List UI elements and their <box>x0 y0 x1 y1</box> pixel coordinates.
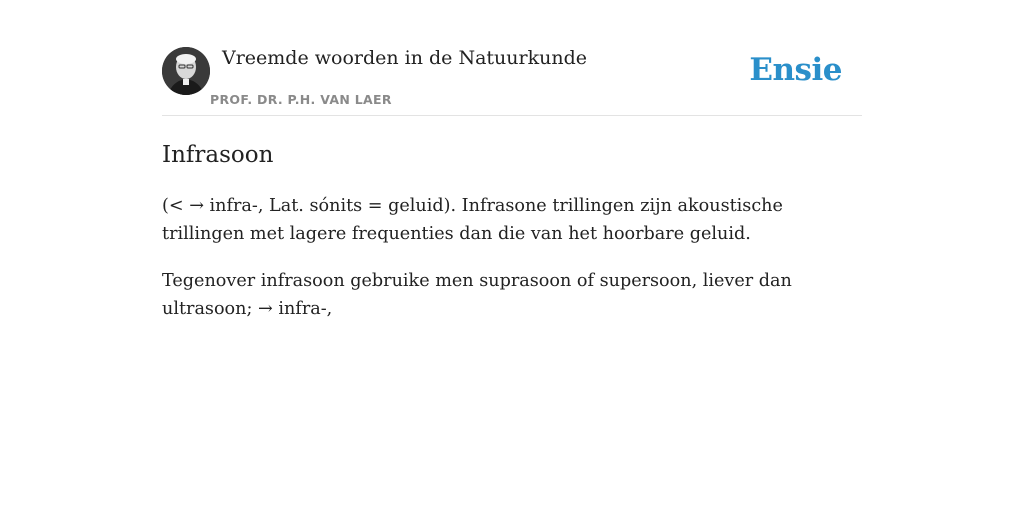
paragraph-1-text: , Lat. sónits = geluid). Infrasone trillingen zijn akoustische trillingen met lagere frequenties dan die van het hoorbare geluid. <box>162 196 783 244</box>
brand-logo[interactable]: Ensie <box>749 52 842 88</box>
infra-link-2-label: infra- <box>278 299 327 319</box>
right-arrow-icon: → <box>189 196 204 216</box>
paragraph-2-tail: , <box>326 299 333 319</box>
entry-paragraph-2 <box>162 267 866 323</box>
author-avatar[interactable] <box>162 47 210 95</box>
paragraph-1-open: (< <box>162 196 190 216</box>
infra-link-2[interactable] <box>258 299 327 319</box>
author-portrait-image <box>162 47 210 95</box>
entry-paragraph-1 <box>162 192 866 248</box>
paragraph-2-text: Tegenover infrasoon gebruike men suprasoon of supersoon, liever dan ultrasoon; <box>162 271 792 319</box>
author-name[interactable]: PROF. DR. P.H. VAN LAER <box>210 92 392 107</box>
infra-link-1-label: infra- <box>209 196 258 216</box>
right-arrow-icon: → <box>258 299 273 319</box>
page-header <box>162 0 862 116</box>
infra-link-1[interactable] <box>189 196 258 216</box>
entry-title: Infrasoon <box>162 142 274 168</box>
book-title[interactable]: Vreemde woorden in de Natuurkunde <box>222 47 587 69</box>
content-container <box>162 0 862 319</box>
